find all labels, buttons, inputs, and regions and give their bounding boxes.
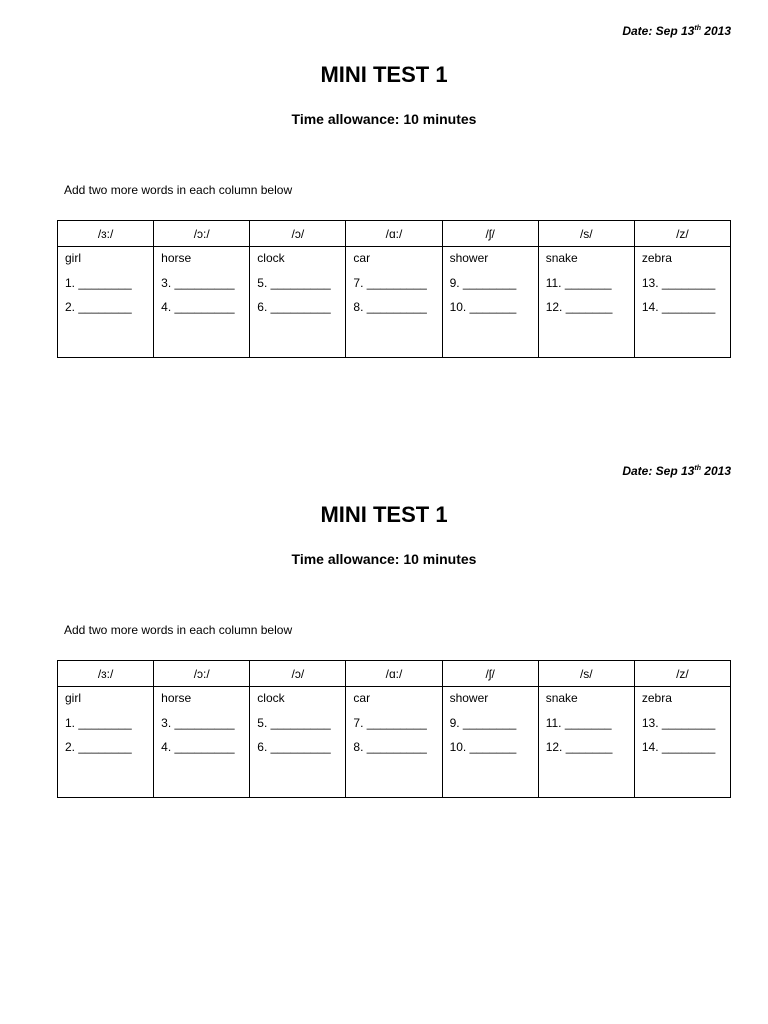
word-cell — [58, 247, 154, 358]
header-cell: /s/ — [538, 661, 634, 687]
answer-blank[interactable]: 6. _________ — [257, 300, 331, 314]
answer-blank[interactable]: 9. ________ — [449, 275, 517, 290]
example-word: shower — [449, 251, 489, 265]
date-label: Date: Sep 13 — [622, 24, 695, 38]
example-word: girl — [65, 691, 82, 705]
date-suffix: th — [694, 25, 701, 32]
word-cell — [538, 247, 634, 358]
example-word: snake — [545, 691, 578, 705]
answer-blank[interactable]: 8. _________ — [353, 300, 427, 314]
answer-blank[interactable]: 6. _________ — [257, 740, 331, 754]
header-cell: /ɔ:/ — [154, 221, 250, 247]
answer-blank[interactable]: 8. _________ — [353, 740, 427, 754]
answer-blank[interactable]: 13. ________ — [641, 715, 716, 730]
answer-blank[interactable]: 11. _______ — [545, 275, 612, 290]
example-word: shower — [449, 691, 489, 705]
example-word: zebra — [641, 251, 672, 265]
word-cell — [442, 687, 538, 798]
answer-blank[interactable]: 12. _______ — [545, 740, 613, 754]
example-word: horse — [161, 251, 192, 265]
example-word: zebra — [641, 691, 672, 705]
time-allowance: Time allowance: 10 minutes — [291, 111, 477, 127]
answer-blank[interactable]: 5. _________ — [257, 715, 331, 730]
date-line — [622, 24, 731, 38]
answer-blank[interactable]: 5. _________ — [257, 275, 331, 290]
example-word: clock — [257, 691, 285, 705]
answer-blank[interactable]: 9. ________ — [449, 715, 517, 730]
word-cell — [442, 247, 538, 358]
page-title: MINI TEST 1 — [320, 62, 448, 87]
table-row — [58, 247, 731, 358]
header-cell: /ɜ:/ — [58, 221, 154, 247]
header-cell: /ʃ/ — [442, 661, 538, 687]
header-row — [58, 661, 731, 687]
phonetics-table — [57, 660, 731, 798]
answer-blank[interactable]: 1. ________ — [65, 715, 132, 730]
header-row — [58, 221, 731, 247]
date-year: 2013 — [700, 464, 731, 478]
header-cell: /z/ — [634, 661, 730, 687]
answer-blank[interactable]: 4. _________ — [161, 740, 235, 754]
date-year: 2013 — [700, 24, 731, 38]
header-cell: /ɜ:/ — [58, 661, 154, 687]
example-word: girl — [65, 251, 82, 265]
word-cell — [346, 687, 442, 798]
word-cell — [634, 687, 730, 798]
word-cell — [634, 247, 730, 358]
header-cell: /ɑ:/ — [346, 661, 442, 687]
date-suffix: th — [694, 465, 701, 472]
phonetics-table — [57, 220, 731, 358]
answer-blank[interactable]: 7. _________ — [353, 715, 427, 730]
answer-blank[interactable]: 10. _______ — [449, 740, 517, 754]
answer-blank[interactable]: 14. ________ — [641, 300, 716, 314]
table-row — [58, 687, 731, 798]
word-cell — [538, 687, 634, 798]
header-cell: /z/ — [634, 221, 730, 247]
header-cell: /s/ — [538, 221, 634, 247]
word-cell — [250, 247, 346, 358]
example-word: clock — [257, 251, 285, 265]
answer-blank[interactable]: 2. ________ — [65, 300, 132, 314]
time-allowance: Time allowance: 10 minutes — [291, 551, 477, 567]
header-cell: /ɔ:/ — [154, 661, 250, 687]
header-cell: /ɑ:/ — [346, 221, 442, 247]
example-word: horse — [161, 691, 192, 705]
word-cell — [154, 247, 250, 358]
word-cell — [58, 687, 154, 798]
answer-blank[interactable]: 2. ________ — [65, 740, 132, 754]
example-word: snake — [545, 251, 578, 265]
answer-blank[interactable]: 14. ________ — [641, 740, 716, 754]
word-cell — [250, 687, 346, 798]
answer-blank[interactable]: 11. _______ — [545, 715, 612, 730]
word-cell — [346, 247, 442, 358]
date-label: Date: Sep 13 — [622, 464, 695, 478]
answer-blank[interactable]: 3. _________ — [161, 715, 235, 730]
answer-blank[interactable]: 12. _______ — [545, 300, 613, 314]
answer-blank[interactable]: 4. _________ — [161, 300, 235, 314]
instruction-text: Add two more words in each column below — [64, 183, 293, 197]
answer-blank[interactable]: 1. ________ — [65, 275, 132, 290]
example-word: car — [353, 251, 371, 265]
page-title: MINI TEST 1 — [320, 502, 448, 527]
header-cell: /ʃ/ — [442, 221, 538, 247]
answer-blank[interactable]: 7. _________ — [353, 275, 427, 290]
header-cell: /ɔ/ — [250, 221, 346, 247]
answer-blank[interactable]: 13. ________ — [641, 275, 716, 290]
answer-blank[interactable]: 3. _________ — [161, 275, 235, 290]
instruction-text: Add two more words in each column below — [64, 623, 293, 637]
header-cell: /ɔ/ — [250, 661, 346, 687]
word-cell — [154, 687, 250, 798]
answer-blank[interactable]: 10. _______ — [449, 300, 517, 314]
example-word: car — [353, 691, 371, 705]
date-line — [622, 464, 731, 478]
